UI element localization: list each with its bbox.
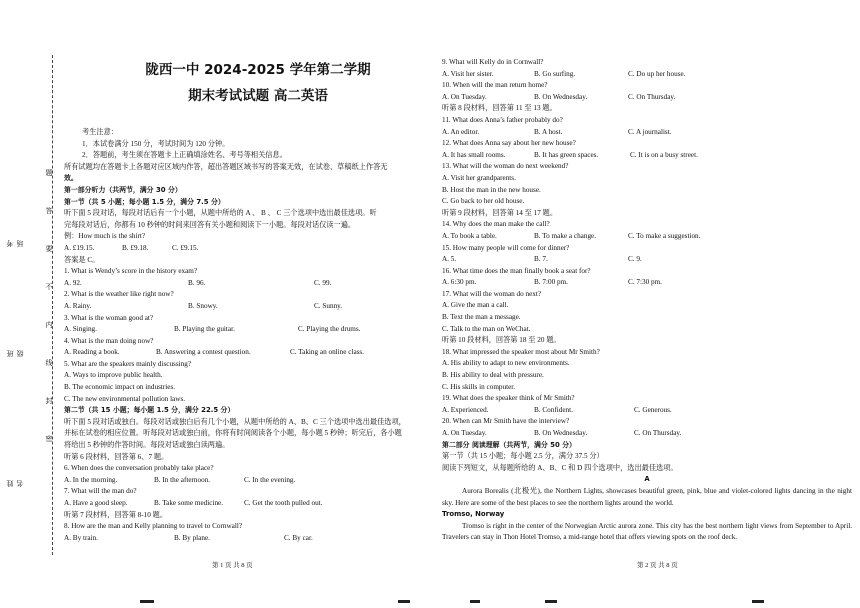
segment-heading: 听第 7 段材料，回答第 8-10 题。 xyxy=(64,510,168,519)
segment-heading: 听第 8 段材料，回答第 11 至 13 题。 xyxy=(442,104,557,113)
example-answer: 答案是 C。 xyxy=(64,255,100,264)
question-options xyxy=(64,533,428,545)
question-options xyxy=(64,324,428,336)
seal-char: 答 xyxy=(45,207,53,215)
question: 5. What are the speakers mainly discussing? xyxy=(64,359,192,368)
name-label: 姓名 xyxy=(6,480,24,487)
seal-char: 封 xyxy=(45,397,53,405)
option: A. £19.15. xyxy=(64,243,95,252)
part2-title: 第二部分 阅读理解（共两节，满分 50 分） xyxy=(442,440,576,449)
question: 2. What is the weather like right now? xyxy=(64,290,174,299)
option: C. Go back to her old house. xyxy=(442,197,525,206)
option: B. The economic impact on industries. xyxy=(64,383,176,392)
option: B. In the afternoon. xyxy=(154,475,211,484)
option: A. Rainy. xyxy=(64,301,92,310)
option: B. Take some medicine. xyxy=(154,499,224,507)
passage-label: A xyxy=(644,475,650,484)
question: 16. What time does the man finally book a seat for? xyxy=(442,266,591,275)
option: A. To book a table. xyxy=(442,231,497,240)
option: A. On Tuesday. xyxy=(442,92,487,101)
question: 17. What will the woman do next? xyxy=(442,289,542,298)
left-content xyxy=(64,127,428,544)
question: 9. What will Kelly do in Cornwall? xyxy=(442,58,544,66)
right-content xyxy=(442,57,852,544)
question: 7. What will the man do? xyxy=(64,487,137,496)
option: A. Experienced. xyxy=(442,405,489,414)
option: C. The new environmental pollution laws. xyxy=(64,394,186,403)
section2-instruction: 并标在试卷的相应位置。听每段对话或独白前，你将有时间阅读各个小题，每小题 5 秒钟；听完后，各小题 xyxy=(64,429,402,438)
question: 11. What does Anna’s father probably do? xyxy=(442,115,563,124)
section2-title: 第二节（共 15 小题；每小题 1.5 分，满分 22.5 分） xyxy=(64,406,235,415)
section1-instruction: 听下面 5 段对话，每段对话后有一个小题，从题中所给的 A 、 B 、 C 三个选项中选出最佳选项。听 xyxy=(64,209,377,218)
question: 20. When can Mr Smith have the interview? xyxy=(442,417,570,426)
part2-section1-title: 第一节（共 15 小题；每小题 2.5 分，满分 37.5 分） xyxy=(442,452,604,461)
scan-mark xyxy=(470,600,480,603)
option: B. On Wednesday. xyxy=(534,429,588,437)
option: B. Host the man in the new house. xyxy=(442,185,541,194)
option: B. 7:00 pm. xyxy=(534,278,568,287)
option: C. On Thursday. xyxy=(628,92,676,101)
option: B. On Wednesday. xyxy=(534,92,588,101)
question: 6. When does the conversation probably take place? xyxy=(64,464,214,473)
question-options xyxy=(64,278,428,290)
part1-title: 第一部分听力（共两节，满分 30 分） xyxy=(64,185,182,194)
option: A. His ability to adapt to new environments. xyxy=(442,359,570,368)
question: 4. What is the man doing now? xyxy=(64,336,154,345)
question-options xyxy=(442,92,852,104)
option: A. It has small rooms. xyxy=(442,150,506,159)
question: 14. Why does the man make the call? xyxy=(442,220,550,229)
segment-heading: 听第 6 段材料，回答第 6、7 题。 xyxy=(64,452,169,461)
question-options xyxy=(442,405,852,417)
scan-mark xyxy=(752,600,764,603)
note-line: 效。 xyxy=(64,174,78,183)
option: C. 7:30 pm. xyxy=(628,278,662,287)
option: A. Ways to improve public health. xyxy=(64,371,163,380)
note-line: 1．本试卷满分 150 分，考试时间为 120 分钟。 xyxy=(82,139,230,148)
note-line: 2．答题前，考生须在答题卡上正确填涂姓名、考号等相关信息。 xyxy=(82,151,287,160)
question: 10. When will the man return home? xyxy=(442,81,548,90)
passage-paragraph: Aurora Borealis (北极光), the Northern Lights, showcases beautiful green, pink, blue and violet-colored lights dancing in the night sky. Here are some of the best places to see the northern lights around the world. xyxy=(442,486,852,507)
example-options xyxy=(64,243,428,255)
option: B. By plane. xyxy=(174,533,210,542)
section2-instruction: 将给出 5 秒钟的作答时间。每段对话或独白读两遍。 xyxy=(64,441,230,450)
passage-place-heading: Tromso, Norway xyxy=(442,510,505,519)
scan-mark xyxy=(140,600,154,603)
question: 19. What does the speaker think of Mr Smith? xyxy=(442,394,575,403)
segment-heading: 听第 10 段材料，回答第 18 至 20 题。 xyxy=(442,336,561,345)
option: C. A journalist. xyxy=(628,127,672,136)
option: B. Answering a contest question. xyxy=(156,348,251,357)
question: 15. How many people will come for dinner? xyxy=(442,243,570,252)
question: 1. What is Wendy’s score in the history exam? xyxy=(64,267,198,276)
option: C. Generous. xyxy=(634,405,672,414)
question-options xyxy=(64,347,428,359)
question: 18. What impressed the speaker most about Mr Smith? xyxy=(442,347,600,356)
option: C. Get the tooth pulled out. xyxy=(244,499,323,507)
question: 12. What does Anna say about her new house? xyxy=(442,139,576,148)
option: C. In the evening. xyxy=(244,475,296,484)
option: A. By train. xyxy=(64,533,98,542)
binding-margin xyxy=(0,0,62,608)
option: C. Talk to the man on WeChat. xyxy=(442,324,531,333)
class-label: 班级 xyxy=(6,350,24,357)
option: C. Taking an online class. xyxy=(290,348,365,357)
question-options xyxy=(64,301,428,313)
question-options xyxy=(442,127,852,139)
option: C. £9.15. xyxy=(172,243,199,252)
option: C. By car. xyxy=(284,533,313,542)
option: C. His skills in computer. xyxy=(442,382,516,391)
seal-char: 题 xyxy=(45,169,53,177)
option: B. Playing the guitar. xyxy=(174,325,235,334)
option: A. Reading a book. xyxy=(64,348,120,357)
note-line: 所有试题均在答题卡上各题对应区域内作答，超出答题区域书写的答案无效，在试卷、草稿纸上作答无 xyxy=(64,162,388,171)
option: B. Go surfing. xyxy=(534,69,576,78)
option: B. Confident. xyxy=(534,405,573,414)
question-options xyxy=(442,254,852,266)
question-options xyxy=(442,150,852,162)
option: B. A host. xyxy=(534,127,563,136)
question-options xyxy=(442,231,852,243)
page-number: 第 1 页 共 8 页 xyxy=(212,562,253,569)
section2-instruction: 听下面 5 段对话或独白。每段对话或独白后有几个小题，从题中所给的 A、B、C 三个选项中选出最佳选项， xyxy=(64,417,406,426)
option: A. Visit her grandparents. xyxy=(442,173,516,182)
passage-paragraph: Tromso is right in the center of the Norwegian Arctic aurora zone. This city has the best northern light views from September to April. Travelers can stay in Thon Hotel Tromso, a mid-range hotel that offers viewing spots on the roof deck. xyxy=(442,521,852,542)
option: A. In the morning. xyxy=(64,475,118,484)
option: C. It is on a busy street. xyxy=(630,150,698,159)
option: B. His ability to deal with pressure. xyxy=(442,371,544,380)
example-question: 例：How much is the shirt? xyxy=(64,232,146,241)
option: A. 92. xyxy=(64,278,82,287)
option: B. 96. xyxy=(188,278,206,287)
option: C. On Thursday. xyxy=(634,429,682,437)
option: C. Do up her house. xyxy=(628,69,686,78)
exam-title: 陇西一中 2024-2025 学年第二学期 xyxy=(145,62,371,78)
scan-mark xyxy=(545,600,557,603)
scan-mark xyxy=(398,600,410,603)
option: A. On Tuesday. xyxy=(442,429,487,437)
segment-heading: 听第 9 段材料，回答第 14 至 17 题。 xyxy=(442,208,558,217)
notes-heading: 考生注意： xyxy=(82,128,118,136)
option: B. It has green spaces. xyxy=(534,150,599,159)
section1-title: 第一节（共 5 小题；每小题 1.5 分，满分 7.5 分） xyxy=(64,197,225,206)
option: A. An editor. xyxy=(442,127,480,136)
seal-char: 不 xyxy=(45,283,53,291)
seal-char: 线 xyxy=(45,359,53,367)
option: B. Text the man a message. xyxy=(442,313,521,322)
seal-char: 要 xyxy=(45,245,53,253)
option: A. Give the man a call. xyxy=(442,301,509,310)
option: A. Singing. xyxy=(64,325,97,334)
seal-characters xyxy=(44,170,54,474)
exam-room-label: 考场 xyxy=(6,240,24,247)
option: B. Snowy. xyxy=(188,301,218,310)
question-options xyxy=(442,69,852,81)
question: 13. What will the woman do next weekend? xyxy=(442,162,569,171)
part2-instruction: 阅读下列短文，从每题所给的 A、B、C 和 D 四个选项中，选出最佳选项。 xyxy=(442,463,678,472)
option: A. 5. xyxy=(442,255,457,264)
question: 3. What is the woman good at? xyxy=(64,313,154,322)
option: B. 7. xyxy=(534,255,548,264)
option: C. 99. xyxy=(314,278,332,287)
option: B. £9.18. xyxy=(122,243,149,252)
seal-char: 密 xyxy=(45,435,53,443)
option: C. Playing the drums. xyxy=(298,325,361,334)
option: B. To make a change. xyxy=(534,231,597,240)
exam-subtitle: 期末考试试题 高二英语 xyxy=(188,88,328,104)
option: C. To make a suggestion. xyxy=(628,231,701,240)
option: A. Visit her sister. xyxy=(442,69,494,78)
question-options xyxy=(64,498,428,510)
section1-instruction: 完每段对话后，你都有 10 秒钟的时间来回答有关小题和阅读下一小题。每段对话仅读一遍。 xyxy=(64,220,356,229)
question: 8. How are the man and Kelly planning to travel to Cornwall? xyxy=(64,522,243,531)
option: A. Have a good sleep. xyxy=(64,499,128,507)
question-options xyxy=(64,475,428,487)
seal-char: 内 xyxy=(45,321,53,329)
option: A. 6:30 pm. xyxy=(442,278,477,287)
question-options xyxy=(442,428,852,440)
page-number: 第 2 页 共 8 页 xyxy=(637,562,678,569)
option: C. Sunny. xyxy=(314,301,343,310)
question-options xyxy=(442,277,852,289)
option: C. 9. xyxy=(628,255,642,264)
